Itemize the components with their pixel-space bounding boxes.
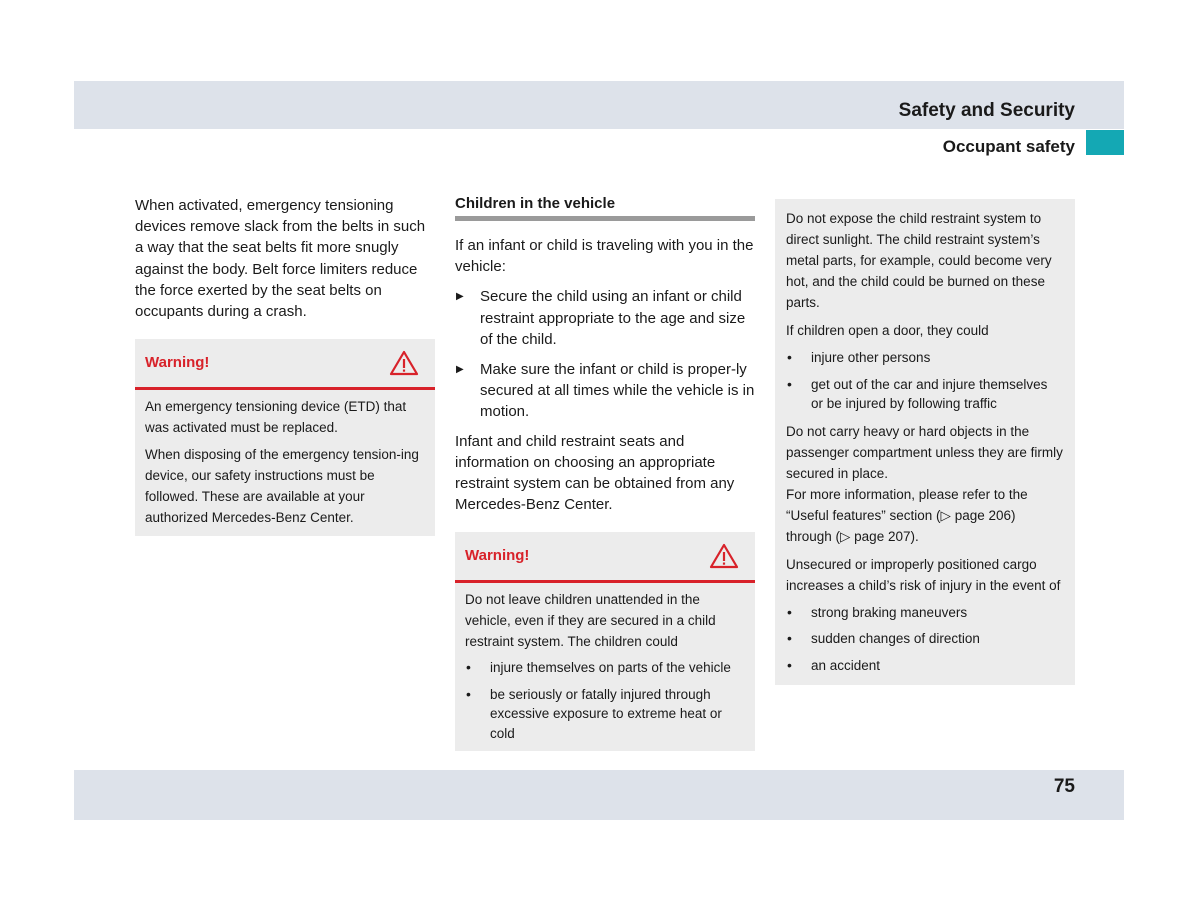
heavy-objects-paragraph: Do not carry heavy or hard objects in the passenger compartment unless they are firmly secured in place. [786,423,1063,481]
list-item: • get out of the car and injure themselves or be injured by following traffic [786,375,1063,414]
info-box [775,199,1075,685]
warning-title: Warning! [465,547,530,565]
cargo-bullet-list [786,603,1063,676]
warning-triangle-icon [389,350,419,376]
cargo-paragraph: Unsecured or improperly positioned cargo increases a child’s risk of injury in the event of [786,556,1061,593]
column-1 [135,195,435,536]
sunlight-paragraph: Do not expose the child restraint system to direct sunlight. The child restraint system’s metal parts, for example, could become very hot, and the child could be burned on these parts. [786,211,1052,310]
warning-box-etd [135,339,435,536]
restraint-info-paragraph: Infant and child restraint seats and information on choosing an appropriate restraint system can be obtained from any Mercedes-Benz Center. [455,432,735,514]
warning-header [455,532,755,583]
children-heading: Children in the vehicle [455,195,755,221]
warning-header [135,339,435,390]
children-intro: If an infant or child is traveling with you in the vehicle: [455,237,754,276]
list-item: • sudden changes of direction [786,629,1063,649]
section-tab-marker [1086,130,1124,155]
subsection-title: Occupant safety [942,137,1075,156]
doors-bullet-list [786,348,1063,414]
list-item: • strong braking maneuvers [786,603,1063,623]
warning-box-children [455,532,755,751]
column-2 [455,195,755,751]
page-number: 75 [1053,776,1075,797]
warning-text: When disposing of the emergency tension-ing device, our safety instructions must be followed. These are available at your authorized Mercedes-Benz Center. [145,447,419,526]
list-item: • an accident [786,656,1063,676]
warning-bullet-list [465,658,745,743]
warning-triangle-icon [709,543,739,569]
warning-text: An emergency tensioning device (ETD) that was activated must be replaced. [145,399,407,436]
section-title: Safety and Security [898,100,1075,121]
reference-paragraph: For more information, please refer to the “Useful features” section (▷ page 206) through (▷ page 207). [786,486,1028,544]
warning-bullet: • injure themselves on parts of the vehicle [465,658,745,678]
warning-bullet: • be seriously or fatally injured through excessive exposure to extreme heat or cold [465,685,745,744]
column-3 [775,195,1075,685]
instruction-list [455,286,755,422]
footer-band [74,770,1124,820]
doors-paragraph: If children open a door, they could [786,323,989,338]
instruction-step: ▶ Secure the child using an infant or child restraint appropriate to the age and size of the child. [455,286,755,350]
list-item: • injure other persons [786,348,1063,368]
warning-text: Do not leave children unattended in the vehicle, even if they are secured in a child restraint system. The children could [465,592,716,650]
warning-title: Warning! [145,354,210,372]
belt-tensioner-paragraph: When activated, emergency tensioning devices remove slack from the belts in such a way that the seat belts fit more snugly against the body. Belt force limiters reduce the force exerted by the seat belts on occupants during a crash. [135,197,426,321]
instruction-step: ▶ Make sure the infant or child is proper-ly secured at all times while the vehicle is in motion. [455,359,755,423]
